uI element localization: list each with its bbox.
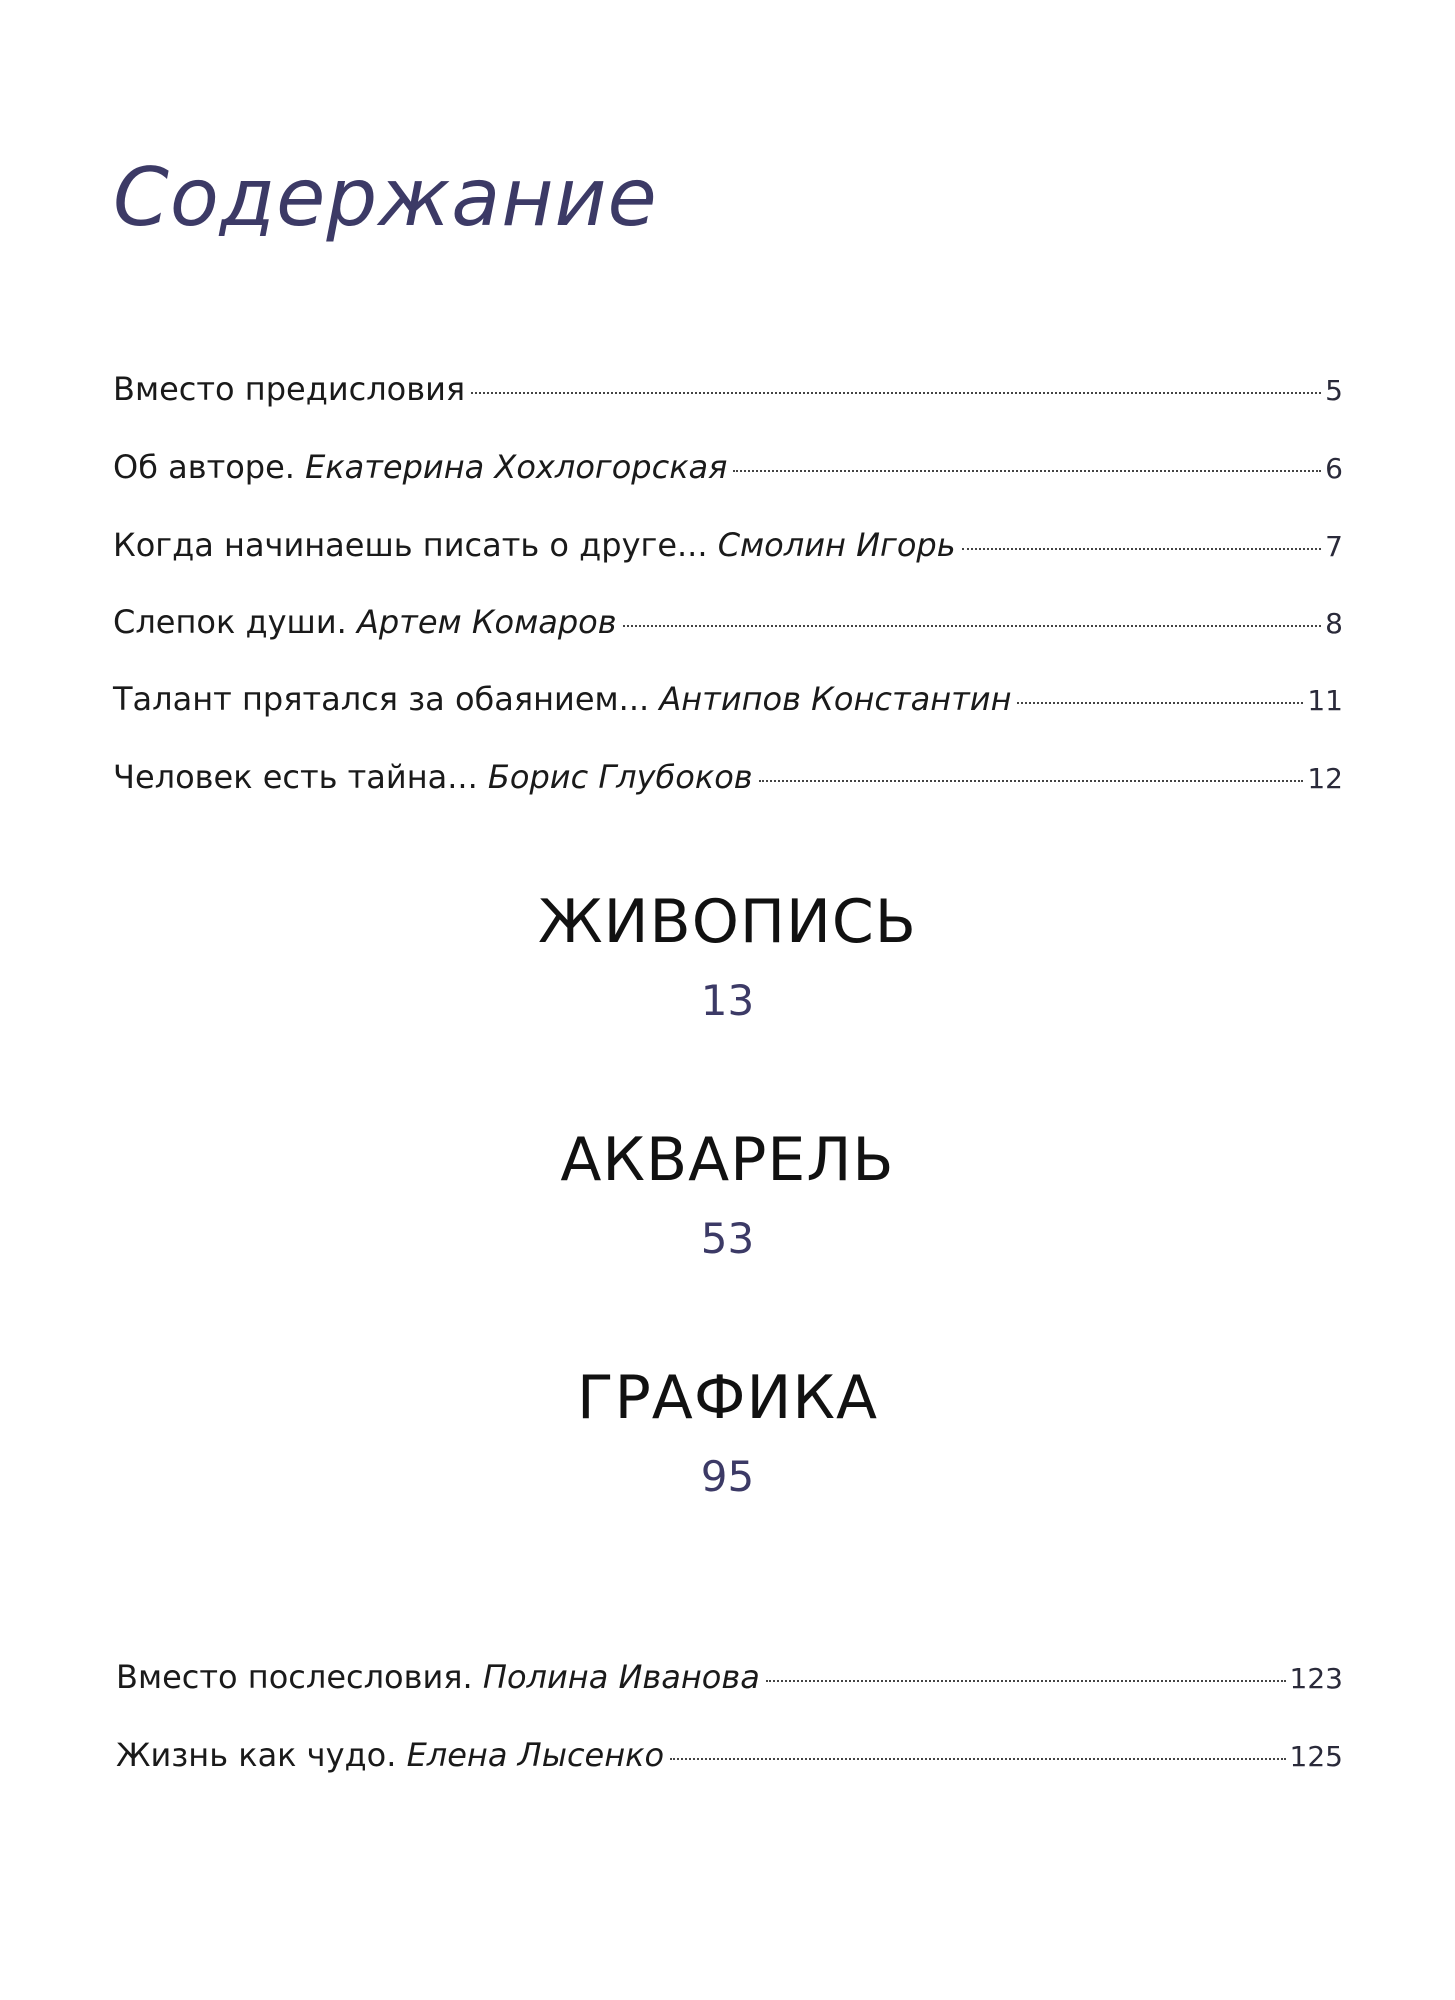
entry-text [116, 1736, 664, 1774]
section-painting [0, 887, 1455, 1025]
section-page-number: 95 [700, 1452, 755, 1501]
section-graphics [0, 1363, 1455, 1501]
section-title: АКВАРЕЛЬ [560, 1125, 895, 1195]
page-title: Содержание [113, 151, 658, 244]
section-page-number: 53 [700, 1214, 755, 1263]
toc-entry [113, 680, 1343, 718]
section-page-number: 13 [700, 976, 755, 1025]
entry-title: Вместо предисловия [113, 370, 466, 408]
entry-title: Человек есть тайна... [113, 758, 488, 796]
dot-leader [471, 392, 1321, 394]
dot-leader [962, 548, 1322, 550]
entry-author: Полина Иванова [482, 1658, 760, 1696]
entry-text [113, 370, 465, 408]
entry-text [113, 680, 1011, 718]
entry-text [116, 1658, 760, 1696]
entry-page-number: 11 [1307, 684, 1343, 717]
section-title: ГРАФИКА [577, 1363, 878, 1433]
dot-leader [759, 780, 1304, 782]
dot-leader [670, 1758, 1285, 1760]
toc-entry [116, 1658, 1343, 1696]
entry-author: Борис Глубоков [487, 758, 753, 796]
toc-entry [113, 758, 1343, 796]
section-watercolor [0, 1125, 1455, 1263]
entry-page-number: 7 [1325, 530, 1343, 563]
entry-text [113, 526, 956, 564]
entry-title: Об авторе. [113, 448, 306, 486]
toc-entry [116, 1736, 1343, 1774]
entry-text [113, 448, 727, 486]
entry-page-number: 5 [1325, 374, 1343, 407]
dot-leader [766, 1680, 1286, 1682]
entry-title: Вместо послесловия. [116, 1658, 483, 1696]
entry-author: Артем Комаров [356, 603, 617, 641]
entry-page-number: 6 [1325, 452, 1343, 485]
dot-leader [623, 625, 1322, 627]
entry-text [113, 603, 617, 641]
section-title: ЖИВОПИСЬ [538, 887, 917, 957]
entry-page-number: 8 [1325, 607, 1343, 640]
dot-leader [733, 470, 1321, 472]
entry-title: Талант прятался за обаянием... [113, 680, 660, 718]
entry-author: Смолин Игорь [717, 526, 956, 564]
toc-entry [113, 526, 1343, 564]
entry-text [113, 758, 753, 796]
entry-title: Слепок души. [113, 603, 357, 641]
dot-leader [1017, 702, 1303, 704]
entry-title: Когда начинаешь писать о друге... [113, 526, 718, 564]
entry-author: Екатерина Хохлогорская [305, 448, 728, 486]
entry-author: Антипов Константин [659, 680, 1012, 718]
entry-page-number: 123 [1289, 1662, 1343, 1695]
entry-title: Жизнь как чудо. [116, 1736, 407, 1774]
entry-page-number: 12 [1307, 762, 1343, 795]
entry-page-number: 125 [1289, 1740, 1343, 1773]
toc-entry [113, 370, 1343, 408]
toc-entry [113, 603, 1343, 641]
entry-author: Елена Лысенко [406, 1736, 665, 1774]
toc-entry [113, 448, 1343, 486]
